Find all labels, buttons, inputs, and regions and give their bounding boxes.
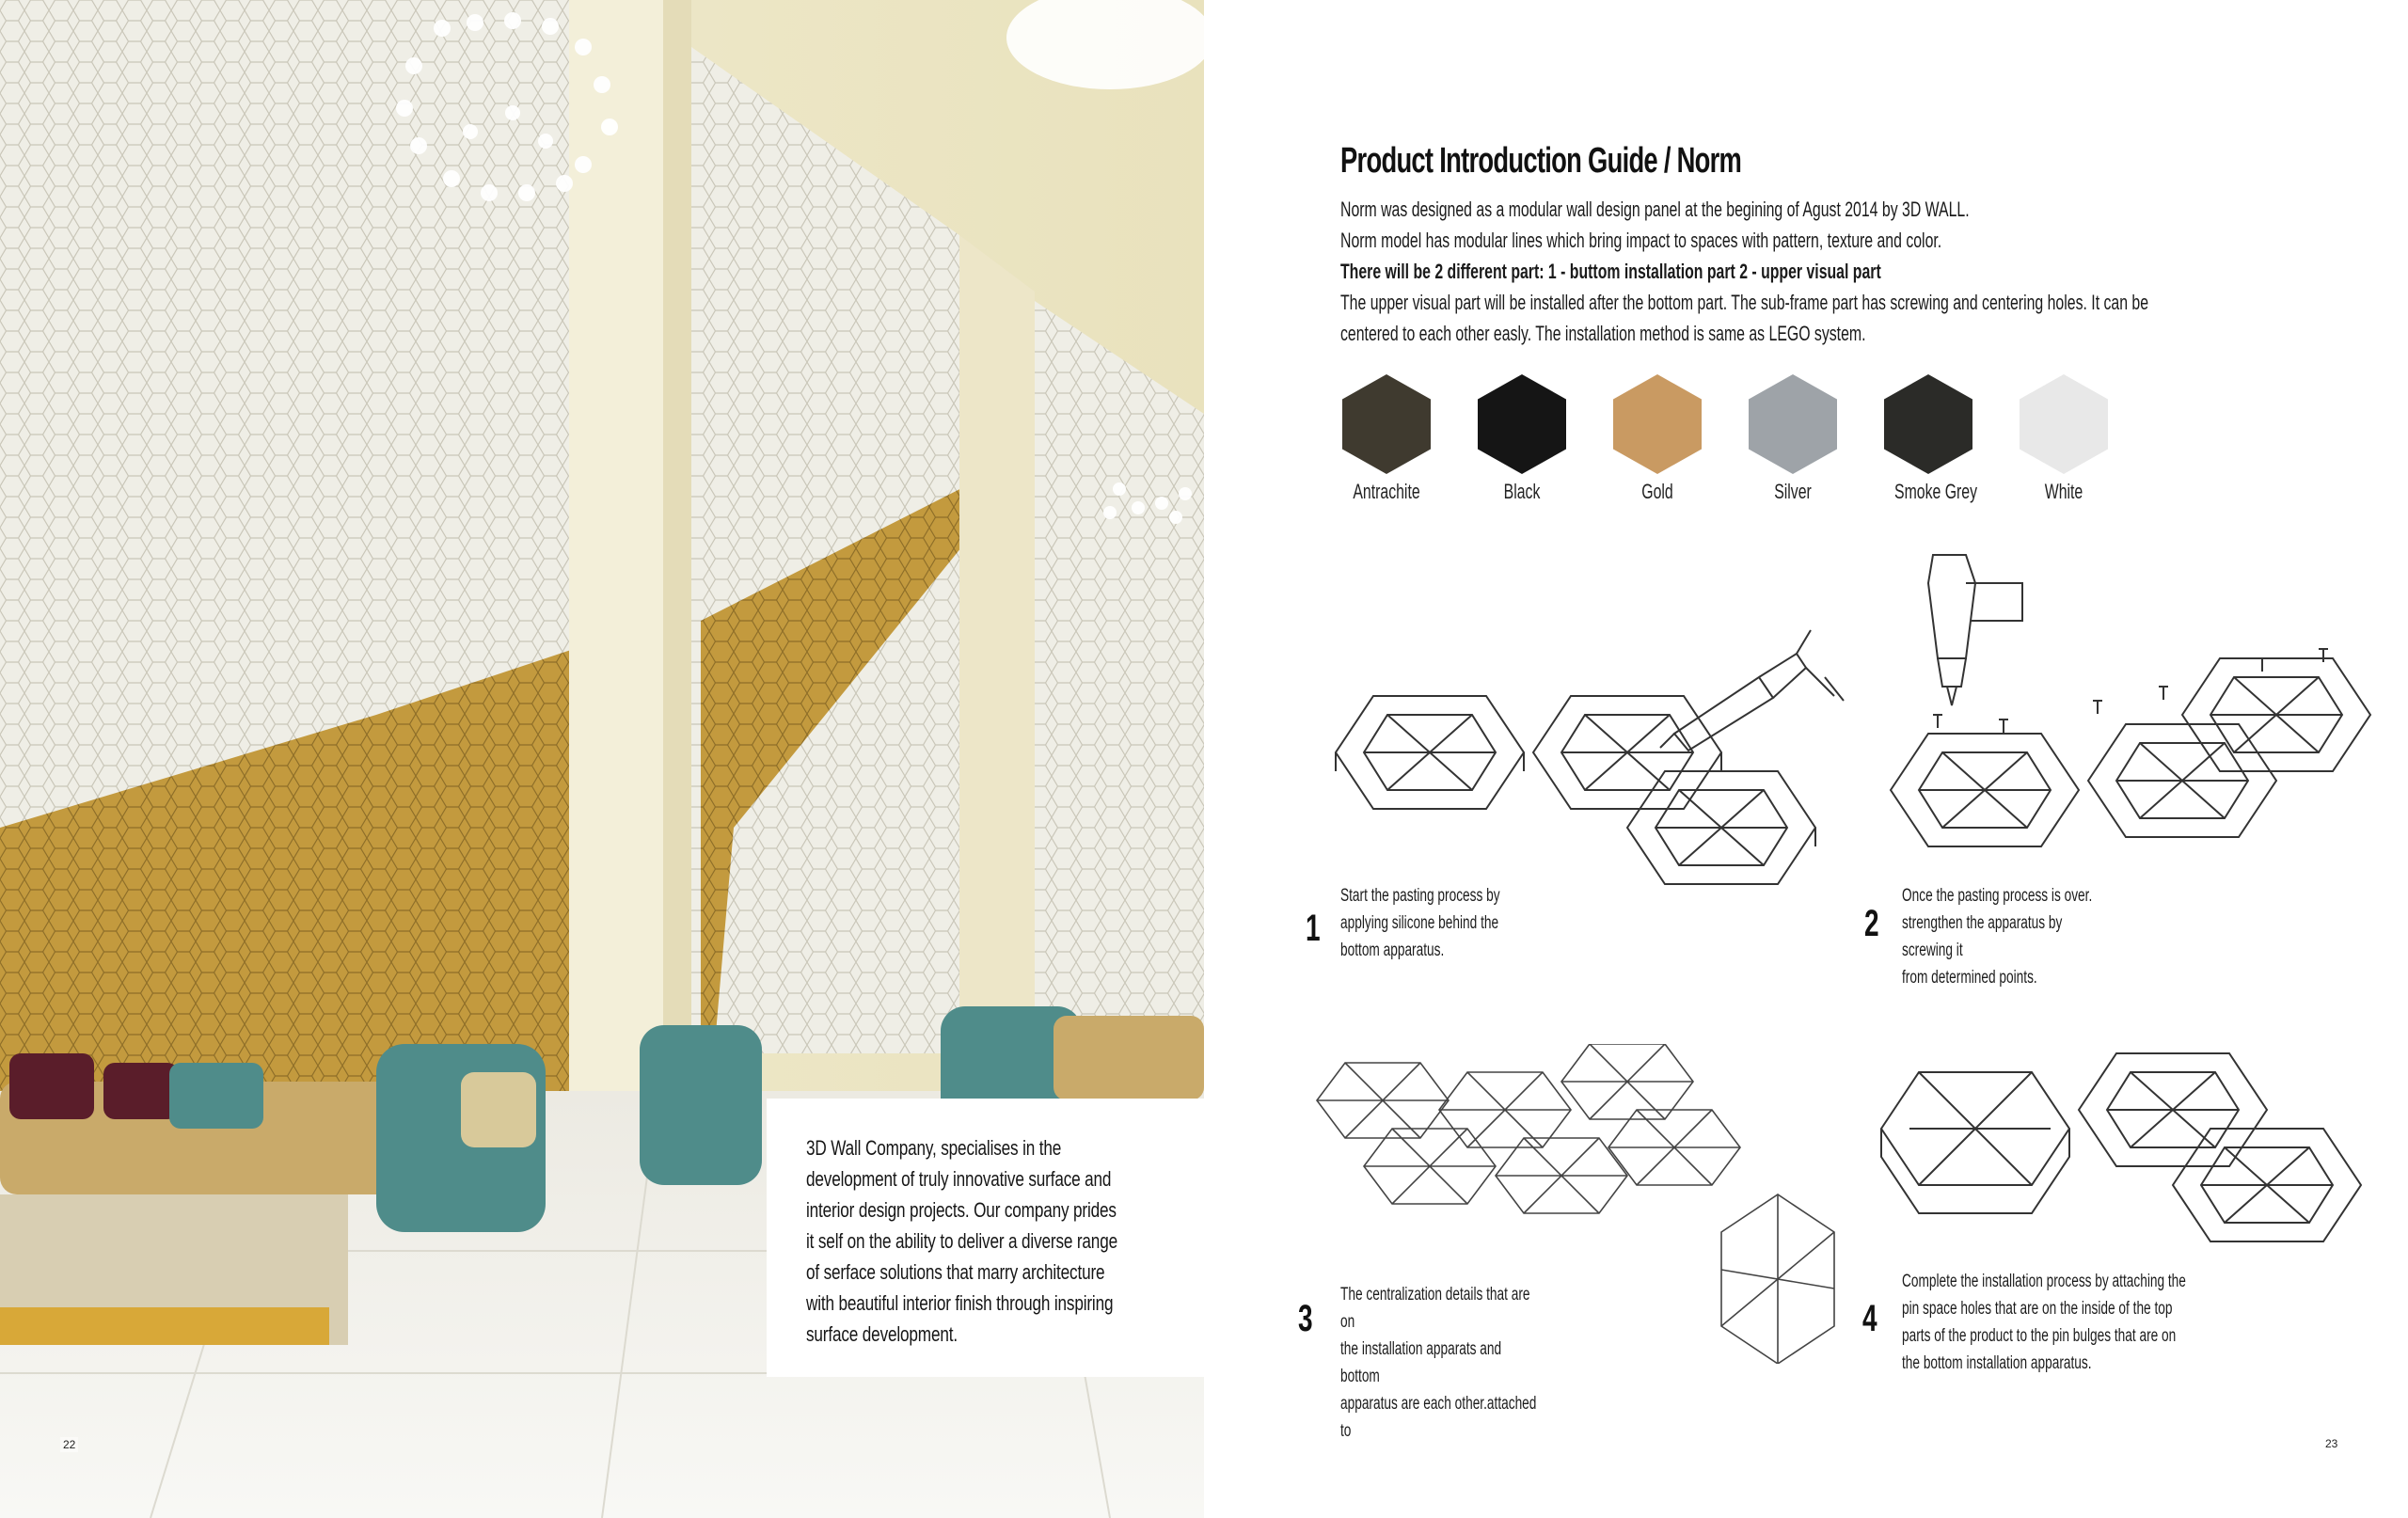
hexagon-icon [1613, 374, 1702, 474]
swatch-black [1475, 374, 1569, 504]
swatch-label: Antrachite [1353, 480, 1420, 503]
product-description [1340, 194, 2149, 349]
step-line: from determined points. [1902, 968, 2037, 988]
swatch-label: Smoke Grey [1894, 480, 1978, 503]
description-line: Norm model has modular lines which bring impact to spaces with pattern, texture and color. [1340, 229, 1942, 252]
hexagon-icon [1342, 374, 1431, 474]
swatch-smoke-grey [1881, 374, 1978, 504]
step-text [1902, 1268, 2186, 1377]
step-line: parts of the product to the pin bulges that are on [1902, 1326, 2177, 1346]
intro-line: of serface solutions that marry architecture [806, 1260, 1105, 1284]
step-text [1340, 1281, 1544, 1445]
swatch-label: Black [1503, 480, 1541, 503]
step-line: Complete the installation process by attaching the [1902, 1272, 2186, 1291]
step-line: pin space holes that are on the inside of the top [1902, 1299, 2173, 1319]
step-line: the installation apparats and bottom [1340, 1339, 1502, 1386]
step-number: 2 [1864, 903, 1879, 944]
swatch-label: White [2044, 480, 2083, 503]
swatch-label: Silver [1774, 480, 1812, 503]
hexagon-icon [1478, 374, 1566, 474]
intro-line: 3D Wall Company, specialises in the [806, 1136, 1062, 1160]
swatch-antrachite [1339, 374, 1434, 504]
step2-diagram [1862, 546, 2389, 865]
description-line: The upper visual part will be installed after the bottom part. The sub-frame part has screwing and centering holes. It can be [1340, 291, 2149, 314]
step-number: 4 [1862, 1298, 1877, 1339]
hexagon-icon [1884, 374, 1972, 474]
page-number-left: 22 [60, 1437, 78, 1452]
step-line: applying silicone behind the [1340, 913, 1499, 933]
swatch-label: Gold [1641, 480, 1673, 503]
step-line: Once the pasting process is over. [1902, 886, 2093, 906]
step-line: strengthen the apparatus by screwing it [1902, 913, 2063, 960]
swatch-silver [1746, 374, 1840, 504]
intro-line: surface development. [806, 1322, 958, 1346]
description-line: centered to each other easly. The installation method is same as LEGO system. [1340, 322, 1866, 345]
right-page [1204, 0, 2408, 1518]
step-line: bottom apparatus. [1340, 941, 1445, 960]
intro-line: with beautiful interior finish through inspiring [806, 1291, 1114, 1315]
page-number-right: 23 [2325, 1437, 2338, 1450]
description-line-bold: There will be 2 different part: 1 - buttom installation part 2 - upper visual part [1340, 260, 1881, 283]
company-intro-box [767, 1099, 1204, 1377]
intro-line: interior design projects. Our company prides [806, 1198, 1117, 1222]
swatch-gold [1610, 374, 1704, 504]
step-line: the bottom installation apparatus. [1902, 1353, 2092, 1373]
step-line: The centralization details that are on [1340, 1285, 1530, 1332]
step-number: 3 [1298, 1298, 1313, 1339]
step-text [1902, 882, 2105, 991]
step-number: 1 [1306, 908, 1321, 949]
swatch-white [2017, 374, 2111, 504]
step1-diagram [1317, 611, 1872, 922]
intro-line: it self on the ability to deliver a diverse range [806, 1229, 1117, 1253]
page-title: Product Introduction Guide / Norm [1340, 141, 1742, 181]
description-line: Norm was designed as a modular wall design panel at the begining of Agust 2014 by 3D WALL. [1340, 198, 1970, 221]
intro-line: development of truly innovative surface and [806, 1167, 1112, 1191]
company-intro-text [806, 1132, 1173, 1350]
step4-diagram [1862, 1044, 2389, 1260]
step-line: apparatus are each other.attached to [1340, 1394, 1537, 1441]
step-text [1340, 882, 1544, 964]
color-swatches [1339, 374, 2092, 506]
hexagon-icon [1749, 374, 1837, 474]
hexagon-icon [2020, 374, 2108, 474]
step-line: Start the pasting process by [1340, 886, 1500, 906]
